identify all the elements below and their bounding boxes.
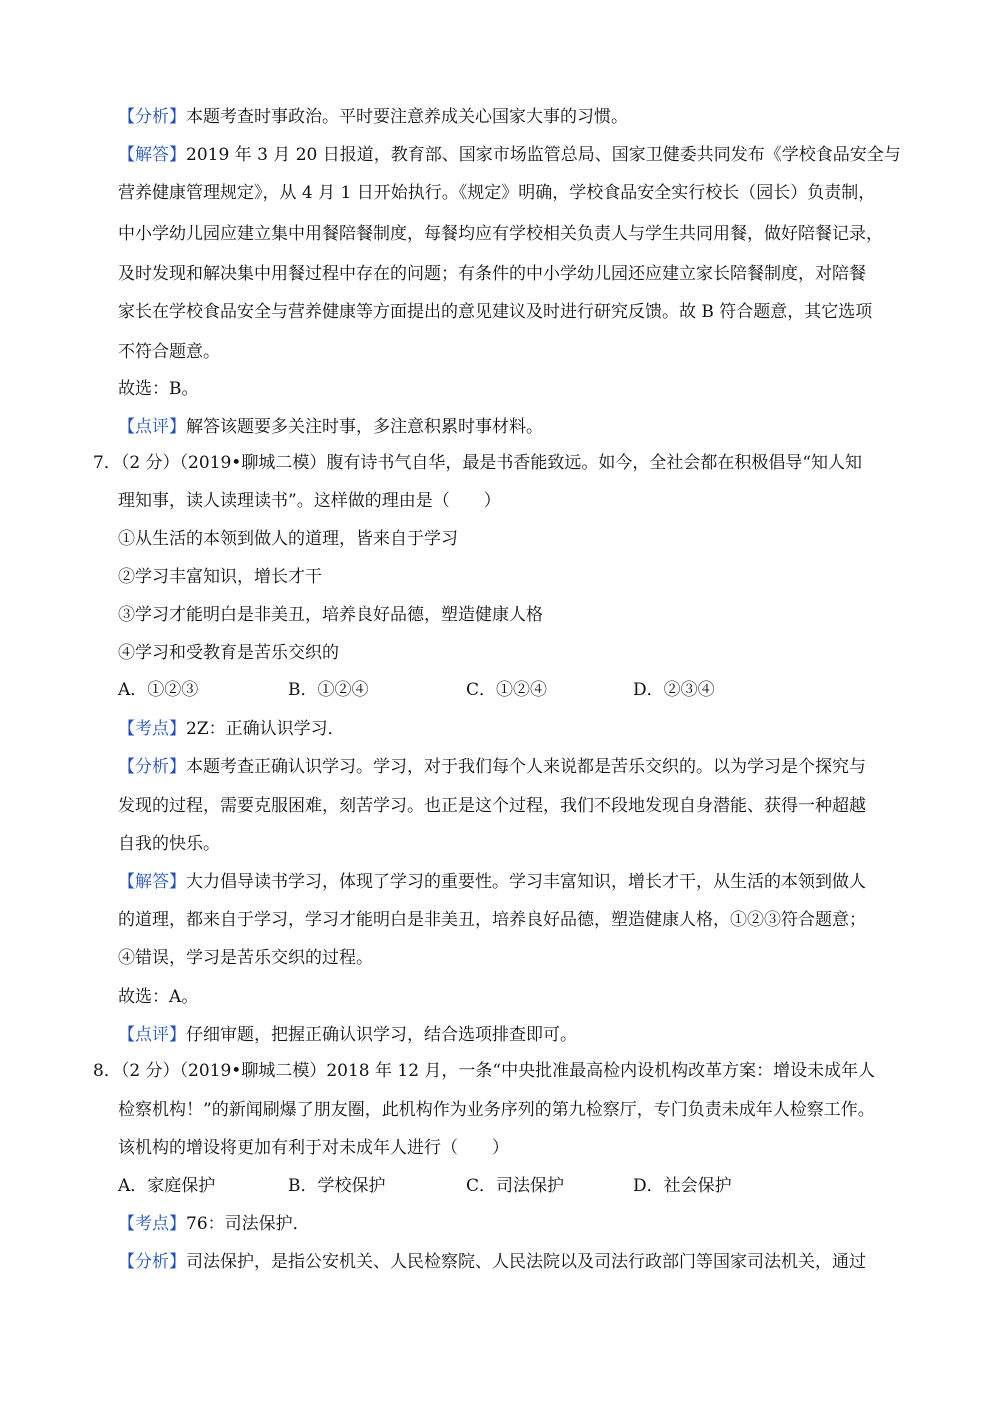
q8-stem-line: 该机构的增设将更加有利于对未成年人进行（ ） (118, 1138, 509, 1158)
q8-analysis: 【分析】司法保护，是指公安机关、人民检察院、人民法院以及司法行政部门等国家司法机关，通过 (118, 1252, 866, 1272)
q6-answer-line: 及时发现和解决集中用餐过程中存在的问题；有条件的中小学幼儿园还应建立家长陪餐制度，对陪餐 (118, 264, 866, 284)
q7-statement: ②学习丰富知识，增长才干 (118, 567, 322, 587)
q7-statement: ①从生活的本领到做人的道理，皆来自于学习 (118, 529, 458, 549)
q7-answer-line: ④错误，学习是苦乐交织的过程。 (118, 948, 373, 968)
q8-stem-line: 检察机构！”的新闻刷爆了朋友圈，此机构作为业务序列的第九检察厅，专门负责未成年人检察工作。 (118, 1100, 875, 1120)
q6-analysis: 【分析】本题考查时事政治。平时要注意养成关心国家大事的习惯。 (118, 107, 628, 127)
q6-choice: 故选：B。 (118, 379, 199, 399)
answer-tag: 【解答】 (118, 872, 186, 892)
q7-option-c: C．①②④ (466, 680, 548, 700)
q7-answer-line: 的道理，都来自于学习，学习才能明白是非美丑，培养良好品德，塑造健康人格，①②③符合题意； (118, 910, 866, 930)
q7-statement: ④学习和受教育是苦乐交织的 (118, 643, 339, 663)
q8-option-d: D．社会保护 (633, 1176, 732, 1196)
q7-point: 【考点】2Z：正确认识学习． (118, 719, 345, 739)
q7-comment: 【点评】仔细审题，把握正确认识学习，结合选项排查即可。 (118, 1025, 577, 1045)
q8-option-b: B．学校保护 (288, 1176, 386, 1196)
q7-option-d: D．②③④ (633, 680, 715, 700)
q7-stem-line: 理知事，读人读理读书”。这样做的理由是（ ） (118, 491, 501, 511)
point-tag: 【考点】 (118, 719, 186, 739)
q6-answer-line: 【解答】2019 年 3 月 20 日报道，教育部、国家市场监管总局、国家卫健委共同发布《学校食品安全与 (118, 145, 901, 165)
q7-statement: ③学习才能明白是非美丑，培养良好品德，塑造健康人格 (118, 605, 543, 625)
q8-stem-line: 8．（2 分）（2019•聊城二模）2018 年 12 月，一条“中央批准最高检内设机构改革方案：增设未成年人 (93, 1061, 876, 1081)
q7-option-a: A．①②③ (118, 680, 199, 700)
q6-answer-line: 不符合题意。 (118, 342, 220, 362)
q8-option-c: C．司法保护 (466, 1176, 565, 1196)
q6-answer-line: 家长在学校食品安全与营养健康等方面提出的意见建议及时进行研究反馈。故 B 符合题意，其它选项 (118, 302, 873, 322)
q7-answer-line: 【解答】大力倡导读书学习，体现了学习的重要性。学习丰富知识，增长才干，从生活的本领到做人 (118, 872, 866, 892)
comment-tag: 【点评】 (118, 1025, 186, 1045)
q6-comment: 【点评】解答该题要多关注时事，多注意积累时事材料。 (118, 417, 543, 437)
q8-option-a: A．家庭保护 (118, 1176, 216, 1196)
answer-tag: 【解答】 (118, 145, 186, 165)
analysis-tag: 【分析】 (118, 757, 186, 777)
q8-point: 【考点】76：司法保护． (118, 1214, 310, 1234)
q7-analysis-line: 自我的快乐。 (118, 834, 220, 854)
q7-analysis-line: 发现的过程，需要克服困难，刻苦学习。也正是这个过程，我们不段地发现自身潜能、获得一种超越 (118, 796, 866, 816)
q7-analysis-line: 【分析】本题考查正确认识学习。学习，对于我们每个人来说都是苦乐交织的。以为学习是个探究与 (118, 757, 866, 777)
q6-answer-line: 营养健康管理规定》，从 4 月 1 日开始执行。《规定》明确，学校食品安全实行校长（园长）负责制， (118, 183, 876, 203)
q7-option-b: B．①②④ (288, 680, 369, 700)
q6-answer-line: 中小学幼儿园应建立集中用餐陪餐制度，每餐均应有学校相关负责人与学生共同用餐，做好陪餐记录， (118, 224, 883, 244)
comment-tag: 【点评】 (118, 417, 186, 437)
analysis-tag: 【分析】 (118, 1252, 186, 1272)
point-tag: 【考点】 (118, 1214, 186, 1234)
analysis-tag: 【分析】 (118, 107, 186, 127)
q7-stem-line: 7．（2 分）（2019•聊城二模）腹有诗书气自华，最是书香能致远。如今，全社会都在积极倡导“知人知 (93, 453, 863, 473)
q7-choice: 故选：A。 (118, 987, 199, 1007)
